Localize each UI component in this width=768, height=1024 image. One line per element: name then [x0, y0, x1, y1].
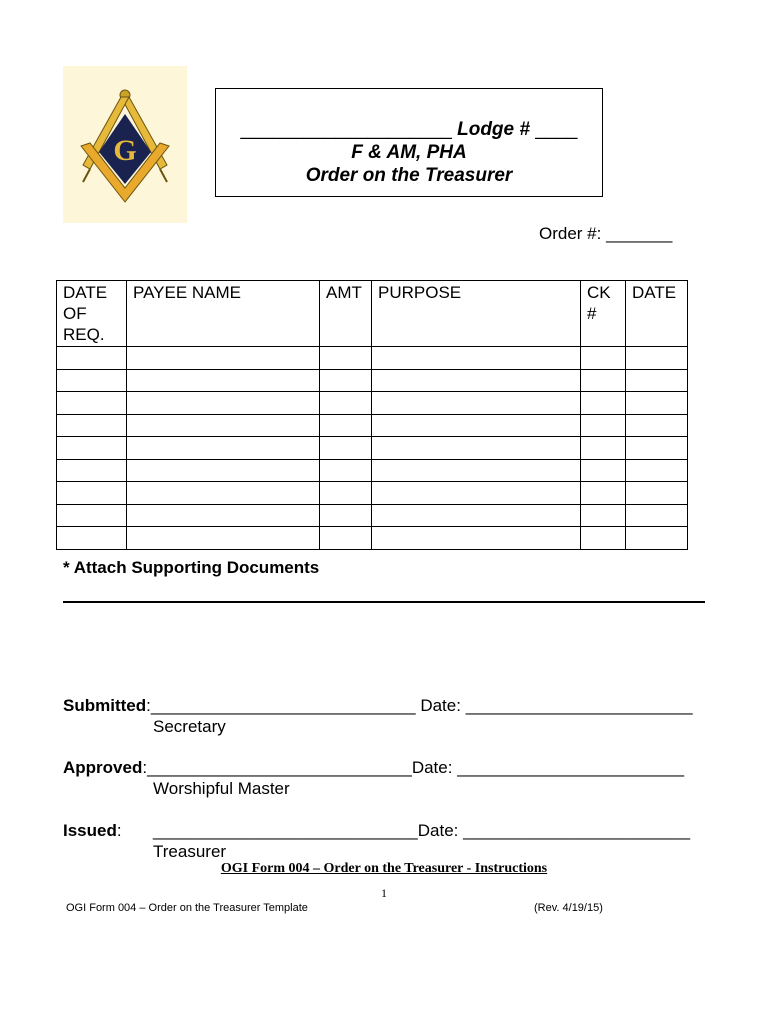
table-cell[interactable] — [626, 369, 688, 392]
approved-role: Worshipful Master — [153, 779, 290, 798]
table-cell[interactable] — [626, 392, 688, 415]
form-title: Order on the Treasurer — [305, 165, 513, 186]
attach-documents-note: * Attach Supporting Documents — [63, 558, 320, 577]
issued-date-line[interactable]: ________________________ — [463, 821, 691, 840]
table-cell[interactable] — [372, 527, 581, 550]
table-cell[interactable] — [372, 414, 581, 437]
table-row — [57, 527, 688, 550]
col-header-date: DATE — [626, 281, 688, 347]
table-row — [57, 414, 688, 437]
col-header-amt: AMT — [320, 281, 372, 347]
table-cell[interactable] — [372, 482, 581, 505]
table-row — [57, 459, 688, 482]
logo-letter-g: G — [113, 134, 137, 167]
table-cell[interactable] — [581, 437, 626, 460]
table-cell[interactable] — [127, 459, 320, 482]
table-cell[interactable] — [626, 437, 688, 460]
lodge-number-blank: ____ — [535, 119, 578, 140]
table-cell[interactable] — [372, 437, 581, 460]
approved-colon: : — [142, 758, 148, 777]
lodge-label: Lodge # — [457, 119, 530, 140]
table-row — [57, 392, 688, 415]
table-cell[interactable] — [320, 369, 372, 392]
footer-revision: (Rev. 4/19/15) — [534, 902, 603, 914]
approved-date-label: Date: — [411, 758, 453, 777]
table-cell[interactable] — [372, 459, 581, 482]
table-row — [57, 482, 688, 505]
table-cell[interactable] — [57, 414, 127, 437]
issued-date-label: Date: — [417, 821, 459, 840]
col-header-ck-num: CK # — [581, 281, 626, 347]
issued-colon: : — [116, 821, 122, 840]
table-cell[interactable] — [581, 392, 626, 415]
table-cell[interactable] — [127, 369, 320, 392]
table-cell[interactable] — [626, 414, 688, 437]
table-cell[interactable] — [320, 459, 372, 482]
table-cell[interactable] — [372, 347, 581, 370]
table-cell[interactable] — [57, 369, 127, 392]
table-cell[interactable] — [581, 482, 626, 505]
lodge-line — [216, 118, 602, 141]
table-cell[interactable] — [626, 459, 688, 482]
submitted-colon: : — [146, 696, 151, 715]
approved-signature-line[interactable]: ____________________________ — [147, 758, 412, 777]
table-row — [57, 437, 688, 460]
page-number: 1 — [381, 886, 387, 900]
table-cell[interactable] — [127, 527, 320, 550]
table-cell[interactable] — [372, 504, 581, 527]
table-cell[interactable] — [320, 347, 372, 370]
table-cell[interactable] — [626, 527, 688, 550]
issued-role: Treasurer — [153, 842, 227, 861]
table-cell[interactable] — [581, 459, 626, 482]
table-cell[interactable] — [57, 459, 127, 482]
square-and-compasses-icon — [63, 66, 187, 223]
order-number-blank[interactable]: _______ — [606, 224, 673, 243]
order-number-label: Order #: — [539, 224, 602, 243]
lodge-logo — [63, 66, 187, 223]
table-cell[interactable] — [626, 482, 688, 505]
submitted-date-line[interactable]: ________________________ — [465, 696, 693, 715]
col-header-payee-name: PAYEE NAME — [127, 281, 320, 347]
table-cell[interactable] — [127, 392, 320, 415]
form-header — [215, 88, 603, 197]
table-cell[interactable] — [57, 437, 127, 460]
col-header-purpose: PURPOSE — [372, 281, 581, 347]
footer-form-name: OGI Form 004 – Order on the Treasurer Template — [66, 902, 308, 914]
table-cell[interactable] — [626, 504, 688, 527]
table-cell[interactable] — [372, 392, 581, 415]
table-cell[interactable] — [320, 527, 372, 550]
table-cell[interactable] — [581, 347, 626, 370]
table-cell[interactable] — [581, 527, 626, 550]
table-cell[interactable] — [320, 392, 372, 415]
issued-lines — [153, 821, 690, 841]
lodge-name-blank: ____________________ — [240, 119, 452, 140]
issued-signature-line[interactable]: ____________________________ — [153, 821, 418, 840]
table-cell[interactable] — [127, 347, 320, 370]
order-number-field — [539, 224, 672, 244]
issued-row — [63, 821, 122, 841]
instructions-title: OGI Form 004 – Order on the Treasurer - Instructions — [220, 861, 548, 876]
issued-label: Issued — [63, 821, 117, 840]
submitted-row — [63, 696, 693, 716]
table-cell[interactable] — [127, 437, 320, 460]
affiliation-line: F & AM, PHA — [351, 142, 467, 163]
table-cell[interactable] — [320, 414, 372, 437]
order-table — [56, 280, 688, 550]
table-cell[interactable] — [127, 414, 320, 437]
table-header-row — [57, 281, 688, 347]
table-cell[interactable] — [581, 504, 626, 527]
table-cell[interactable] — [57, 482, 127, 505]
table-cell[interactable] — [127, 482, 320, 505]
submitted-label: Submitted — [63, 696, 147, 715]
table-row — [57, 504, 688, 527]
table-cell[interactable] — [320, 504, 372, 527]
divider-line — [63, 601, 705, 603]
approved-label: Approved — [63, 758, 143, 777]
col-header-date-of-req: DATE OF REQ. — [57, 281, 127, 347]
table-cell[interactable] — [320, 437, 372, 460]
submitted-signature-line[interactable]: ____________________________ — [150, 696, 416, 715]
submitted-role: Secretary — [153, 717, 226, 736]
table-cell[interactable] — [372, 369, 581, 392]
table-cell[interactable] — [57, 504, 127, 527]
table-cell[interactable] — [581, 369, 626, 392]
table-cell[interactable] — [581, 414, 626, 437]
table-cell[interactable] — [57, 347, 127, 370]
submitted-date-label: Date: — [420, 696, 461, 715]
table-cell[interactable] — [626, 347, 688, 370]
table-body — [57, 347, 688, 550]
approved-date-line[interactable]: ________________________ — [457, 758, 685, 777]
table-row — [57, 369, 688, 392]
table-cell[interactable] — [57, 527, 127, 550]
table-cell[interactable] — [320, 482, 372, 505]
table-row — [57, 347, 688, 370]
table-cell[interactable] — [57, 392, 127, 415]
table-cell[interactable] — [127, 504, 320, 527]
approved-row — [63, 758, 684, 778]
